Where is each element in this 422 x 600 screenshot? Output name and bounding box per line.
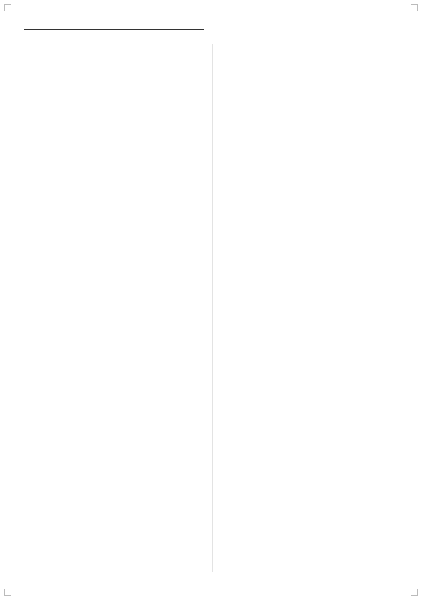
right-paragraph-2 xyxy=(218,56,400,68)
crop-mark-bottom-left xyxy=(4,589,11,596)
left-paragraph-6 xyxy=(24,111,206,123)
right-paragraph-3 xyxy=(218,68,400,80)
left-paragraph-8 xyxy=(24,135,206,147)
crop-mark-bottom-right xyxy=(411,589,418,596)
crop-mark-top-right xyxy=(411,4,418,11)
left-paragraph-5 xyxy=(24,99,206,111)
right-column xyxy=(218,44,400,572)
header-rule xyxy=(24,29,204,30)
left-paragraph-1 xyxy=(24,44,206,56)
left-paragraph-4 xyxy=(24,81,206,93)
left-paragraph-3 xyxy=(24,68,206,80)
left-column xyxy=(24,44,206,572)
left-paragraph-7 xyxy=(24,123,206,135)
right-paragraph-1 xyxy=(218,44,400,56)
crop-mark-top-left xyxy=(4,4,11,11)
column-divider xyxy=(212,44,213,572)
right-paragraph-4 xyxy=(218,81,400,93)
left-paragraph-2 xyxy=(24,56,206,68)
right-paragraph-5 xyxy=(218,93,400,105)
